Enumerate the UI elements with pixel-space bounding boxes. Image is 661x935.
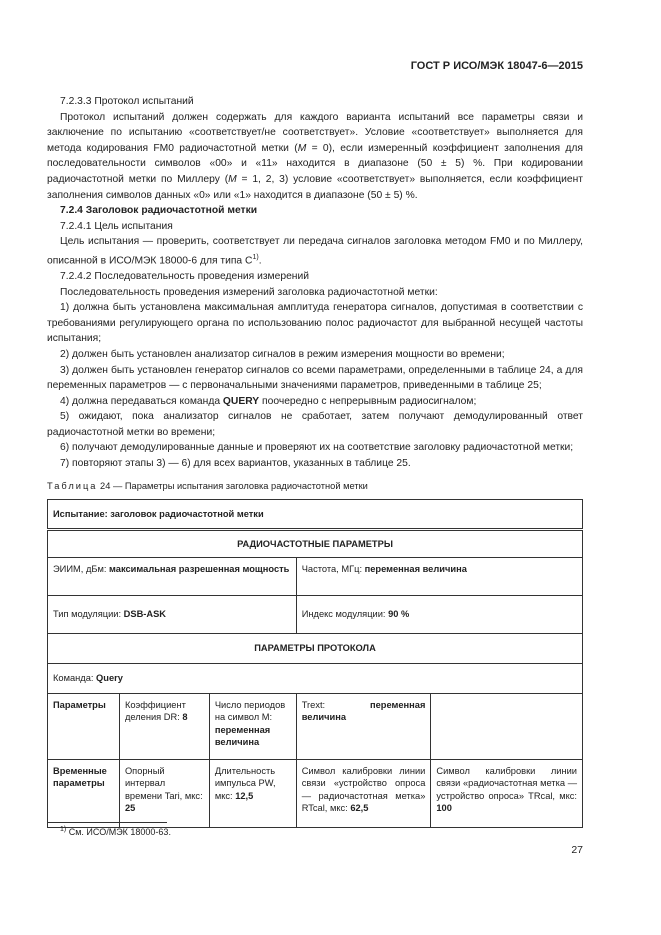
pw-cell: Длительность импульса PW, мкс: 12,5 (209, 760, 296, 828)
protocol-section-header: ПАРАМЕТРЫ ПРОТОКОЛА (48, 634, 583, 664)
list-item: 7) повторяют этапы 3) — 6) для всех вариантов, указанных в таблице 25. (60, 458, 411, 470)
dr-cell: Коэффициент деления DR: 8 (119, 694, 209, 760)
list-item: 2) должен быть установлен анализатор сигналов в режим измерения мощности во времени; (60, 348, 505, 360)
timing-label: Временные параметры (48, 760, 120, 828)
paragraph: Последовательность проведения измерений заголовка радиочастотной метки: (60, 286, 438, 298)
modulation-type-cell: Тип модуляции: DSB-ASK (48, 596, 297, 634)
m-cell: Число периодов на символ M: переменная величина (209, 694, 296, 760)
footnote-divider (47, 822, 167, 823)
list-item: 6) получают демодулированные данные и проверяют их на соответствие заголовку радиочастотной метки; (60, 442, 574, 454)
trcal-cell: Символ калибровки линии связи «радиочастотная метка — устройство опроса» TRcal, мкс: 100 (431, 760, 583, 828)
empty-cell (431, 694, 583, 760)
section-heading: 7.2.3.3 Протокол испытаний (60, 96, 194, 107)
eirp-cell: ЭИИМ, дБм: максимальная разрешенная мощность (48, 558, 297, 596)
rf-section-header: РАДИОЧАСТОТНЫЕ ПАРАМЕТРЫ (48, 530, 583, 558)
page-number: 27 (571, 844, 583, 856)
params-label: Параметры (48, 694, 120, 760)
section-heading: 7.2.4 Заголовок радиочастотной метки (60, 205, 258, 217)
list-item: 5) ожидают, пока анализатор сигналов не сработает, затем получают демодулированный ответ радиочастотной метки во времени; (47, 411, 583, 438)
modulation-index-cell: Индекс модуляции: 90 % (296, 596, 582, 634)
document-header: ГОСТ Р ИСО/МЭК 18047-6—2015 (410, 60, 583, 72)
paragraph: Протокол испытаний должен содержать для каждого варианта испытаний все параметры связи и заключение по испытанию «соответствует/не соответствует». Условие «соответствует» выполняется для метода кодирования FM0 радиочастотной метки (M = 0), если измеренный коэффициент заполнения для последовательности символов «00» и «11» находится в диапазоне (50 ± 5) %. При кодировании радиочастотной метки по Миллеру (M = 1, 2, 3) условие «соответствует» выполняется, если коэффициент заполнения символов данных «0» или «1» находится в диапазоне (50 ± 5) %. (47, 111, 583, 201)
paragraph: Цель испытания — проверить, соответствует ли передача сигналов заголовка методом FM0 и по Миллеру, описанной в ИСО/МЭК 18000-6 для типа $C^{1)}$. (47, 236, 583, 267)
body-text (47, 94, 583, 472)
section-heading: 7.2.4.2 Последовательность проведения измерений (60, 270, 310, 282)
trext-cell: Trext: переменная величина (296, 694, 431, 760)
tari-cell: Опорный интервал времени Tari, мкс: 25 (119, 760, 209, 828)
command-cell: Команда: Query (48, 664, 583, 694)
footnote: $^{1)}$ См. ИСО/МЭК 18000-63. (60, 826, 171, 837)
rtcal-cell: Символ калибровки линии связи «устройство опроса — радиочастотная метка» RTcal, мкс: 62,5 (296, 760, 431, 828)
list-item: 3) должен быть установлен генератор сигналов со всеми параметрами, определенными в таблице 24, а для переменных параметров — с первоначальными значениями параметров, приведенными в таблице 25; (47, 364, 583, 392)
frequency-cell: Частота, МГц: переменная величина (296, 558, 582, 596)
section-heading: 7.2.4.1 Цель испытания (60, 220, 173, 232)
table-title: Испытание: заголовок радиочастотной метки (48, 500, 583, 530)
table-caption: Таблица 24 — Параметры испытания заголовка радиочастотной метки (47, 481, 368, 491)
list-item: 1) должна быть установлена максимальная амплитуда генератора сигналов, допустимая в соответствии с требованиями регулирующего органа по использованию полос радиочастот для выбранной несущей частоты испытания; (47, 302, 583, 345)
parameters-table (47, 499, 583, 828)
list-item: 4) должна передаваться команда QUERY поочередно с непрерывным радиосигналом; (60, 395, 477, 407)
